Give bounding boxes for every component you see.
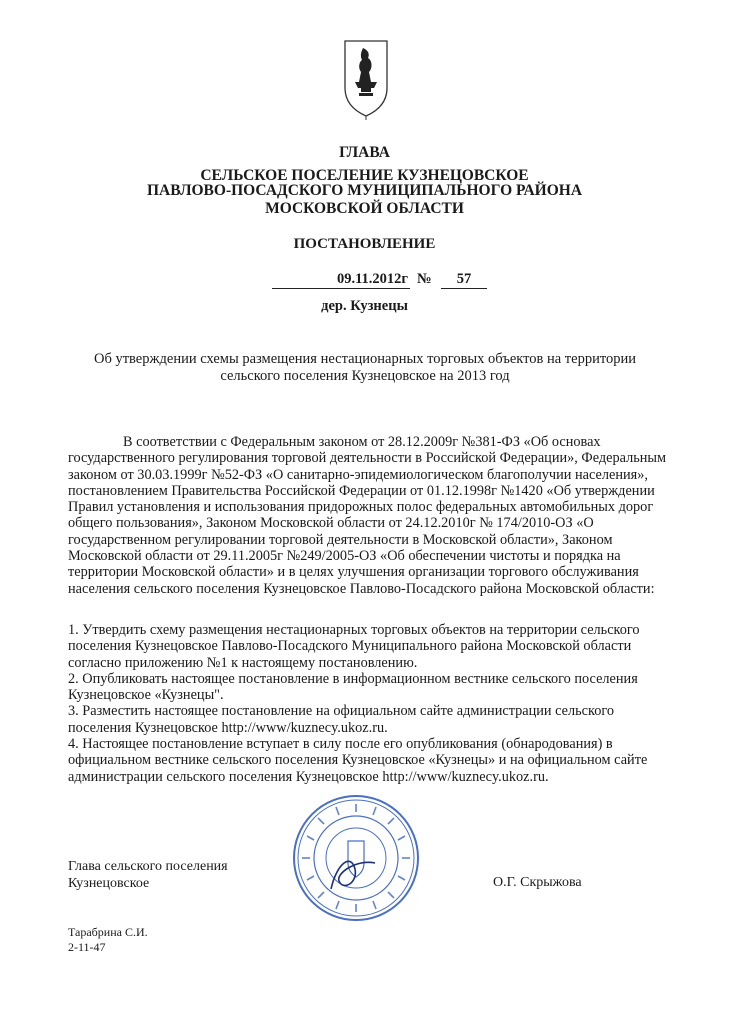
- document-subject: [60, 351, 670, 385]
- item-line: 1. Утвердить схему размещения нестационарных торговых объектов на территории сельского: [68, 622, 640, 638]
- header-district: ПАВЛОВО-ПОСАДСКОГО МУНИЦИПАЛЬНОГО РАЙОНА: [146, 182, 583, 199]
- item-line: администрации сельского поселения Кузнецовское http://www/kuznecy.ukoz.ru.: [68, 768, 549, 785]
- item-line: 3. Разместить настоящее постановление на официальном сайте администрации сельского: [68, 703, 615, 720]
- item-line: согласно приложению №1 к настоящему постановлению.: [68, 654, 418, 671]
- item-line: 4. Настоящее постановление вступает в силу после его опубликования (обнародования) в: [68, 736, 613, 753]
- signatory-title: [68, 858, 228, 892]
- subject-line: сельского поселения Кузнецовское на 2013 год: [220, 368, 510, 384]
- item-line: 2. Опубликовать настоящее постановление в информационном вестнике сельского поселения: [68, 670, 638, 687]
- header-title: ГЛАВА: [339, 144, 390, 161]
- text-line: В соответствии с Федеральным законом от 28.12.2009г №381-ФЗ «Об основах: [123, 434, 601, 450]
- text-line: государственном регулировании торговой деятельности в Московской области», Законом: [68, 531, 613, 548]
- text-line: государственного регулирования торговой деятельности в Российской Федерации», Федеральным: [68, 450, 667, 467]
- official-stamp: [291, 793, 421, 923]
- item-line: Кузнецовское «Кузнецы".: [68, 687, 224, 704]
- executor-phone: 2-11-47: [68, 940, 106, 954]
- text-line: постановлением Правительства Российской Федерации от 01.12.1998г №1420 «Об утверждении: [68, 482, 655, 499]
- item-line: официальном вестнике сельского поселения Кузнецовское «Кузнецы» и на официальном сайте: [68, 752, 648, 769]
- signatory-title-line: Кузнецовское: [68, 876, 150, 891]
- coat-of-arms-emblem: [341, 38, 391, 122]
- text-line: общего пользования», Законом Московской области от 24.12.2010г № 174/2010-ОЗ «О: [68, 515, 594, 532]
- text-line: законом от 30.03.1999г №52-ФЗ «О санитарно-эпидемиологическом благополучии населения»,: [68, 466, 648, 483]
- item-line: поселения Кузнецовское Павлово-Посадского Муниципального района Московской области: [68, 638, 632, 655]
- date-number-line: [0, 271, 729, 291]
- signatory-title-line: Глава сельского поселения: [68, 859, 228, 874]
- signatory-name: О.Г. Скрыжова: [493, 875, 582, 890]
- header-region: МОСКОВСКОЙ ОБЛАСТИ: [265, 200, 464, 217]
- document-number: 57: [441, 271, 487, 289]
- item-line: поселения Кузнецовское http://www/kuznecy.ukoz.ru.: [68, 719, 388, 736]
- header-settlement: СЕЛЬСКОЕ ПОСЕЛЕНИЕ КУЗНЕЦОВСКОЕ: [200, 167, 529, 184]
- document-place: дер. Кузнецы: [321, 298, 408, 314]
- preamble-paragraph: [68, 434, 688, 597]
- executor-name: Тарабрина С.И.: [68, 925, 148, 939]
- number-sign: №: [417, 271, 432, 287]
- subject-line: Об утверждении схемы размещения нестационарных торговых объектов на территории: [93, 351, 636, 367]
- document-date: 09.11.2012г: [272, 271, 410, 289]
- document-type: ПОСТАНОВЛЕНИЕ: [293, 236, 436, 252]
- text-line: территории Московской области» и в целях улучшения организации торгового обслуживания: [68, 564, 639, 581]
- text-line: населения сельского поселения Кузнецовское Павлово-Посадского района Московской области:: [68, 580, 655, 597]
- text-line: Московской области от 29.11.2005г №249/2005-ОЗ «Об обеспечении чистоты и порядка на: [68, 548, 621, 565]
- text-line: Правил установления и использования придорожных полос федеральных автомобильных дорог: [68, 499, 654, 516]
- executor-block: [68, 925, 148, 955]
- resolution-items: [68, 622, 688, 785]
